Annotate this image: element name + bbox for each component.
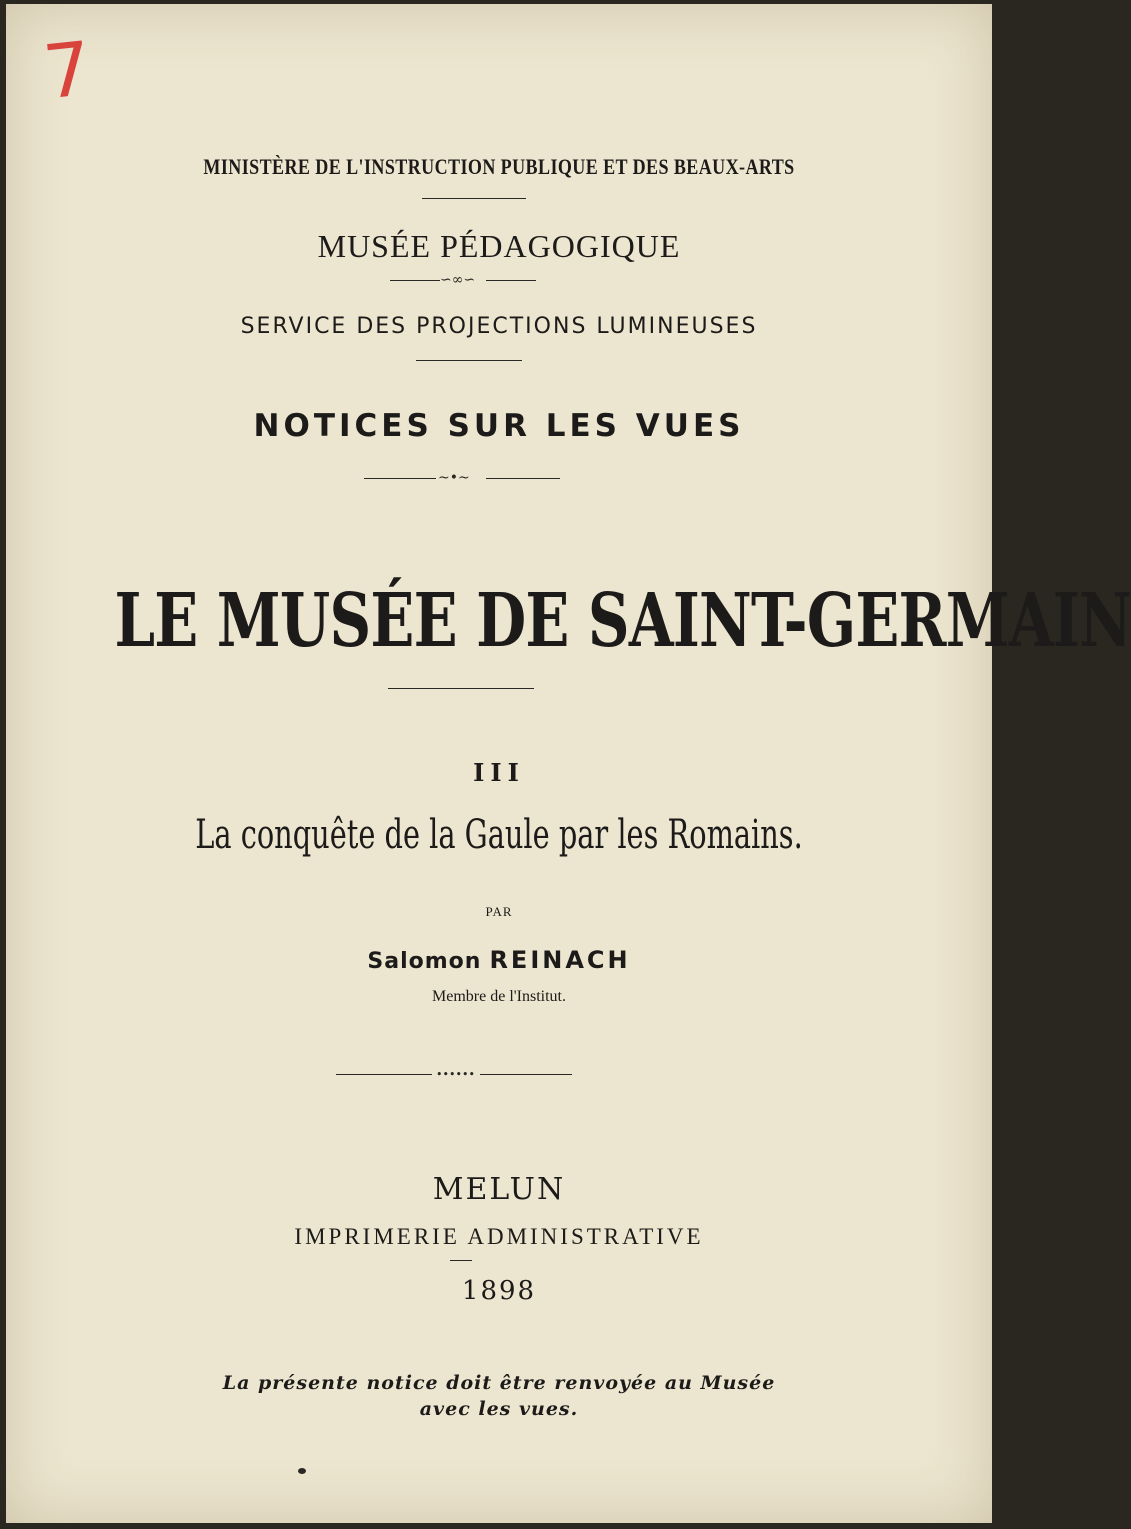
return-notice-line-2: avec les vues. bbox=[419, 1398, 579, 1420]
handwritten-page-number: 7 bbox=[39, 25, 96, 117]
volume-number: III bbox=[473, 758, 525, 787]
imprint-city: MELUN bbox=[432, 1172, 566, 1207]
ink-dot bbox=[298, 1468, 306, 1474]
by-label: PAR bbox=[485, 904, 513, 919]
service-heading: SERVICE DES PROJECTIONS LUMINEUSES bbox=[240, 314, 758, 339]
document-title: LE MUSÉE DE SAINT-GERMAIN bbox=[114, 578, 1131, 664]
ministry-heading: MINISTÈRE DE L'INSTRUCTION PUBLIQUE ET DES BEAUX-ARTS bbox=[203, 154, 795, 179]
ornament-divider: ~•~ bbox=[364, 472, 560, 486]
author-first-name: Salomon bbox=[367, 949, 482, 974]
document-page bbox=[6, 4, 1131, 1523]
divider-rule bbox=[450, 1260, 472, 1261]
imprint-year: 1898 bbox=[461, 1276, 537, 1306]
imprint-printer: IMPRIMERIE ADMINISTRATIVE bbox=[294, 1224, 704, 1249]
divider-rule bbox=[388, 688, 534, 689]
author-credential: Membre de l'Institut. bbox=[432, 988, 566, 1005]
document-subtitle: La conquête de la Gaule par les Romains. bbox=[195, 812, 803, 858]
return-notice-line-1: La présente notice doit être renvoyée au Musée bbox=[222, 1372, 776, 1394]
author-last-name: REINACH bbox=[489, 946, 631, 974]
ornament-divider: ∽∞∽ bbox=[390, 274, 536, 288]
notices-heading: NOTICES SUR LES VUES bbox=[253, 408, 745, 444]
ornament-divider: •••••• bbox=[336, 1068, 572, 1082]
divider-rule bbox=[422, 198, 526, 199]
divider-rule bbox=[416, 360, 522, 361]
author-name bbox=[6, 946, 992, 974]
museum-heading: MUSÉE PÉDAGOGIQUE bbox=[317, 228, 681, 264]
